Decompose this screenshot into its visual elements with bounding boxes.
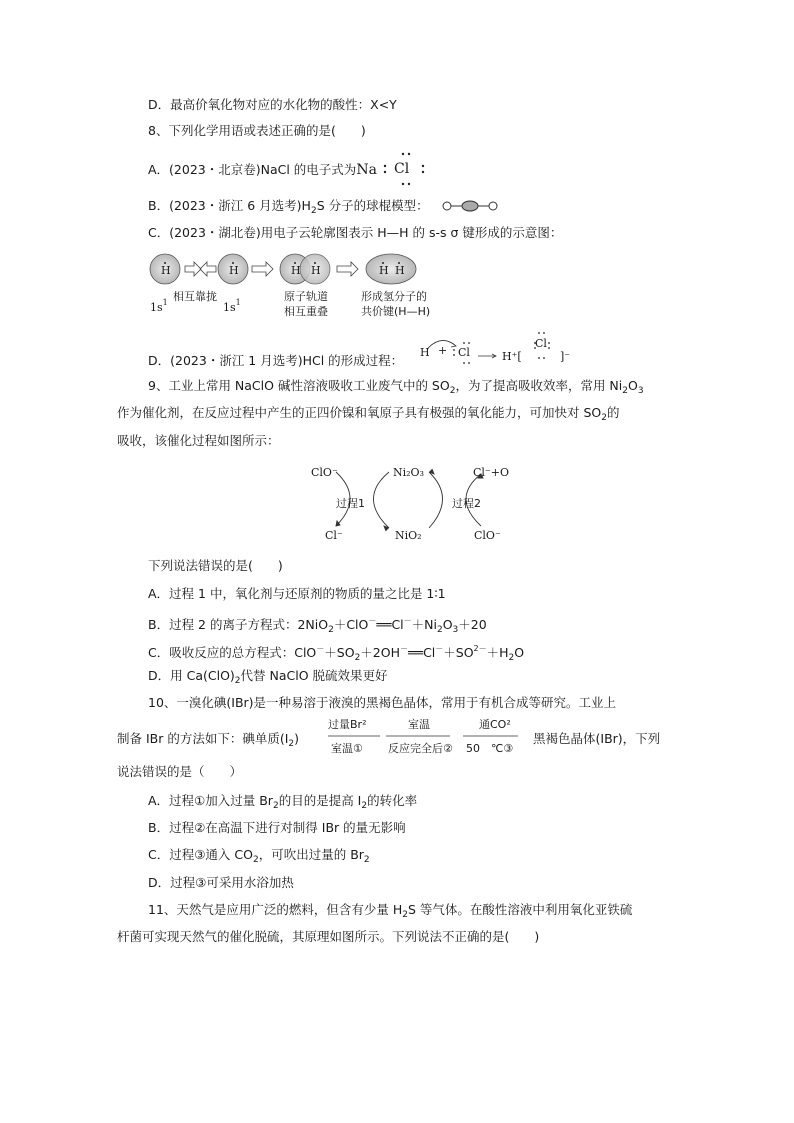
cond-above-2: 室温 <box>408 718 430 731</box>
q9-option-a: A．过程 1 中，氧化剂与还原剂的物质的量之比是 1∶1 <box>148 586 446 601</box>
q8-option-d: D．(2023・浙江 1 月选考)HCl 的形成过程： <box>148 353 404 368</box>
cycle-nio2: NiO₂ <box>395 529 422 542</box>
q8-option-a <box>148 161 377 179</box>
cycle-clo-left: ClO⁻ <box>311 466 338 479</box>
q8-option-b: B．(2023・浙江 6 月选考)$H_2S$ 分子的球棍模型： <box>148 198 429 216</box>
q8b-text-2: S 分子的球棍模型： <box>316 198 429 213</box>
nacl-cl-symbol: Cl <box>394 161 410 177</box>
arrow-right-icon <box>185 262 201 276</box>
nacl-electron-formula <box>379 150 431 190</box>
hcl-h-atom: H <box>420 346 430 359</box>
cycle-clo-right: ClO⁻ <box>474 529 501 542</box>
q9-stem-line1: 9、工业上常用 NaClO 碱性溶液吸收工业废气中的 $SO_2$，为了提高吸收效率，常用 $Ni_2O_3$ <box>148 378 644 396</box>
q8-option-c: C．(2023・湖北卷)用电子云轮廓图表示 H—H 的 s-s σ 键形成的示意图： <box>148 225 563 240</box>
label-form-1: 形成氢分子的 <box>361 290 427 303</box>
process1-left-arc <box>374 472 390 528</box>
q8a-text: A．(2023・北京卷)NaCl 的电子式为 <box>148 162 357 177</box>
q9-option-b: B．过程 2 的离子方程式：$2NiO_2+ClO^-══Cl^-+Ni_2O_3+20$ <box>148 616 487 635</box>
cond-above-1: 过量Br² <box>328 718 367 731</box>
q10-option-a: A．过程①加入过量 $Br_2$的目的是提高 $I_2$的转化率 <box>148 793 418 811</box>
hcl-plus: + <box>438 344 448 357</box>
hcl-arrows-svg <box>418 328 588 370</box>
cycle-process2: 过程2 <box>452 497 481 510</box>
hcl-cl-atom: Cl <box>458 346 470 359</box>
q9-stem-line3: 吸收，该催化过程如图所示： <box>117 433 280 448</box>
cycle-cl-left: Cl⁻ <box>325 529 343 542</box>
cycle-cl-o: Cl⁻+O <box>473 466 509 479</box>
h-label-6: H <box>395 264 405 277</box>
arrow-right-icon-3 <box>337 262 358 276</box>
cond-below-3: 50 ℃③ <box>466 742 514 755</box>
label-1s-left: $1s^1$ <box>150 298 168 314</box>
h-label-4: H <box>311 264 321 277</box>
q11-stem-line2: 杆菌可实现天然气的催化脱硫，其原理如图所示。下列说法不正确的是( ) <box>117 929 540 944</box>
label-overlap-1: 原子轨道 <box>284 290 328 303</box>
q9-option-c: C．吸收反应的总方程式：$ClO^-+SO_2+2OH^-══Cl^-+SO^{2-}+H_2O$ <box>148 644 525 663</box>
arrow-right-icon-2 <box>252 262 273 276</box>
q11-stem-line1: 11、天然气是应用广泛的燃料，但含有少量 $H_2S$ 等气体。在酸性溶液中利用氧化亚铁硫 <box>148 902 633 920</box>
h-label-5: H <box>379 264 389 277</box>
cond-above-3: 通CO² <box>479 718 511 731</box>
q7-option-d: D．最高价氧化物对应的水化物的酸性：X<Y <box>148 97 397 112</box>
q10-stem-line2: 制备 IBr 的方法如下：碘单质$(I_2)$ <box>117 731 300 749</box>
h-label-2: H <box>229 264 239 277</box>
na-symbol: Na <box>356 162 377 178</box>
hcl-hplus: H⁺[ <box>502 350 522 363</box>
q10-option-c: C．过程③通入 $CO_2$，可吹出过量的 $Br_2$ <box>148 847 370 865</box>
q10-stem-line1: 10、一溴化碘(IBr)是一种易溶于液溴的黑褐色晶体，常用于有机合成等研究。工业上 <box>148 695 617 710</box>
q10-stem-line3: 说法错误的是（ ） <box>117 764 243 779</box>
label-approach: 相互靠拢 <box>173 290 217 303</box>
reaction-arrows-svg <box>328 716 546 762</box>
h2-molecule-orbital <box>366 254 416 284</box>
cond-below-1: 室温① <box>331 742 363 755</box>
h2s-ball-stick-model <box>441 199 499 213</box>
h-label-1: H <box>161 264 171 277</box>
label-overlap-2: 相互重叠 <box>284 305 328 318</box>
q10-option-b: B．过程②在高温下进行对制得 IBr 的量无影响 <box>148 820 406 835</box>
label-form-2: 共价键(H—H) <box>361 305 431 318</box>
label-1s-right: $1s^1$ <box>223 298 241 314</box>
cond-below-2: 反应完全后② <box>388 742 453 755</box>
reaction-conditions <box>328 716 546 762</box>
h-label-3: H <box>291 264 301 277</box>
process1-right-arc <box>429 472 443 528</box>
q9-ask: 下列说法错误的是( ) <box>148 558 283 573</box>
q8-stem: 8、下列化学用语或表述正确的是( ) <box>148 123 366 138</box>
q10-option-d: D．过程③可采用水浴加热 <box>148 875 294 890</box>
cycle-process1: 过程1 <box>336 497 365 510</box>
cycle-ni2o3: Ni₂O₃ <box>393 466 424 479</box>
hcl-close: ]⁻ <box>560 350 571 363</box>
arrow-left-icon <box>200 262 216 276</box>
hcl-formation-process <box>418 328 588 370</box>
q9-stem-line2: 作为催化剂，在反应过程中产生的正四价镍和氧原子具有极强的氧化能力，可加快对 $SO_2$的 <box>117 405 620 423</box>
q9-option-d: D．用 $Ca(ClO)_2$代替 NaClO 脱硫效果更好 <box>148 668 388 686</box>
hcl-cl-ion: Cl <box>535 337 547 350</box>
q8b-text: B．(2023・浙江 6 月选考)H <box>148 198 311 213</box>
q10-stem-line2-end: 黑褐色晶体(IBr)，下列 <box>533 731 661 746</box>
